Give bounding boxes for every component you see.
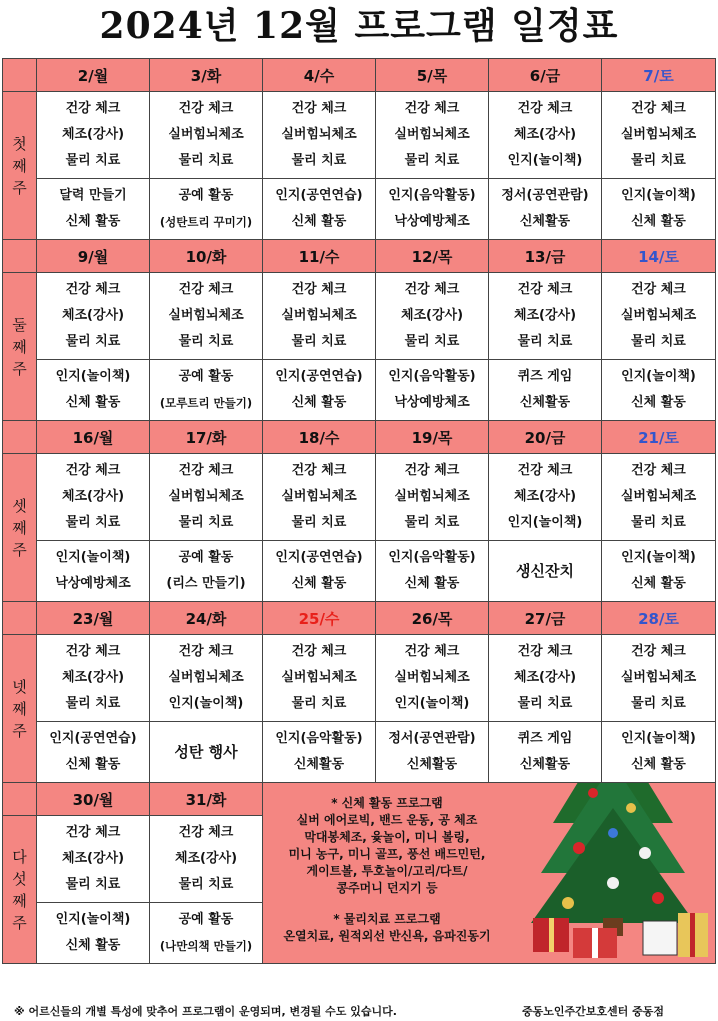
activity-line: 체조(강사) [61,489,125,504]
activity-line: 실버힘뇌체조 [620,489,697,504]
physical-program-line: 실버 에어로빅, 밴드 운동, 공 체조 [296,813,478,827]
morning-activities [150,273,263,360]
week-label-cell [3,816,37,964]
activity-line: 물리 치료 [65,515,121,530]
week-label: 둘째주 [12,315,27,378]
activity-line: 인지(놀이책) [55,912,131,927]
activity-line: 실버힘뇌체조 [394,127,470,142]
afternoon-activities [489,541,602,602]
activity-line: 건강 체크 [291,282,347,297]
footer-center-name: 중동노인주간보호센터 중동점 [522,1005,664,1018]
activity-line: 성탄 행사 [174,743,238,761]
therapy-program-heading: * 물리치료 프로그램 [333,912,441,926]
activity-line: 인지(놀이책) [55,369,131,384]
activity-line: 인지(놀이책) [55,550,131,565]
activity-line: 낙상예방체조 [55,576,131,591]
date-cell: 25/수 [263,602,376,635]
activity-line: 달력 만들기 [59,188,127,203]
activity-line: 체조(강사) [513,127,577,142]
afternoon-activities [376,360,489,421]
morning-row [3,92,716,179]
activity-line: 인지(음악활동) [275,731,363,746]
footer-note: ※ 어르신들의 개별 특성에 맞추어 프로그램이 운영되며, 변경될 수도 있습니다. [14,1005,397,1018]
morning-activities [489,454,602,541]
morning-activities [150,635,263,722]
activity-line: 실버힘뇌체조 [168,127,244,142]
morning-activities [489,635,602,722]
morning-activities [37,454,150,541]
activity-line: 생신잔치 [516,562,574,580]
activity-line: 건강 체크 [517,282,573,297]
activity-line: 건강 체크 [65,644,121,659]
date-cell: 13/금 [489,240,602,273]
activity-line: 건강 체크 [404,463,460,478]
activity-line: 공예 활동 [178,188,234,203]
morning-activities [376,92,489,179]
activity-line: 신체 활동 [631,395,686,410]
activity-line: 건강 체크 [631,463,686,478]
afternoon-activities [37,722,150,783]
activity-line: 실버힘뇌체조 [394,670,470,685]
morning-activities [37,273,150,360]
activity-line: 건강 체크 [65,463,121,478]
activity-line: 낙상예방체조 [394,214,470,229]
activity-line: 신체 활동 [65,395,121,410]
afternoon-activities [150,903,263,964]
activity-line: 인지(놀이책) [621,369,696,384]
date-cell: 18/수 [263,421,376,454]
activity-line: 신체 활동 [631,576,686,591]
activity-line: 신체활동 [519,214,571,229]
date-cell: 21/토 [602,421,716,454]
date-cell: 23/월 [37,602,150,635]
activity-line: 신체 활동 [65,757,121,772]
afternoon-activities [376,541,489,602]
activity-line: 인지(놀이책) [507,515,583,530]
activity-line: 건강 체크 [65,825,121,840]
morning-activities [37,816,150,903]
activity-line: 물리 치료 [178,153,234,168]
activity-line: 신체 활동 [291,395,347,410]
afternoon-activities [602,541,716,602]
physical-program-line: 미니 농구, 미니 골프, 풍선 배드민턴, [288,847,486,861]
afternoon-activities [489,360,602,421]
date-header-row [3,783,716,816]
activity-line: 실버힘뇌체조 [281,670,357,685]
week-label: 첫째주 [12,134,27,197]
activity-line: 물리 치료 [404,515,460,530]
activity-line: 인지(음악활동) [388,550,476,565]
morning-activities [602,454,716,541]
activity-line: 인지(공연연습) [275,188,363,203]
activity-line: 건강 체크 [291,463,347,478]
date-cell: 28/토 [602,602,716,635]
activity-line: 인지(놀이책) [621,731,696,746]
christmas-tree-illustration [513,783,713,964]
date-header-row [3,59,716,92]
date-cell: 5/목 [376,59,489,92]
date-header-row [3,421,716,454]
activity-line: 신체 활동 [631,757,686,772]
morning-row [3,454,716,541]
week-label-cell [3,454,37,602]
activity-line: 실버힘뇌체조 [281,127,357,142]
week-label: 다섯째주 [12,847,27,932]
morning-activities [37,92,150,179]
date-cell: 20/금 [489,421,602,454]
date-cell: 9/월 [37,240,150,273]
activity-line: 건강 체크 [404,101,460,116]
date-header-row [3,240,716,273]
activity-line: 건강 체크 [404,644,460,659]
activity-line: 건강 체크 [631,282,686,297]
activity-line: 실버힘뇌체조 [620,670,697,685]
afternoon-activities [602,722,716,783]
afternoon-activities [150,360,263,421]
activity-line: 물리 치료 [65,696,121,711]
activity-line: 물리 치료 [631,515,686,530]
activity-line: 공예 활동 [178,912,234,927]
activity-line: 퀴즈 게임 [517,731,573,746]
activity-line: 정서(공연관람) [501,188,589,203]
notes-text [267,795,507,945]
date-cell: 11/수 [263,240,376,273]
afternoon-row [3,360,716,421]
activity-line: 신체활동 [519,757,571,772]
activity-line: 신체 활동 [291,576,347,591]
afternoon-activities [37,903,150,964]
activity-line: 건강 체크 [404,282,460,297]
activity-line: 인지(공연연습) [49,731,137,746]
date-cell: 17/화 [150,421,263,454]
morning-activities [602,92,716,179]
corner-cell [3,59,37,92]
activity-line: 건강 체크 [178,825,234,840]
morning-activities [376,635,489,722]
date-cell: 4/수 [263,59,376,92]
corner-cell [3,240,37,273]
activity-line: 인지(놀이책) [621,188,696,203]
activity-line: 체조(강사) [513,670,577,685]
activity-line: 물리 치료 [517,334,573,349]
schedule-table [2,58,716,964]
activity-line: (성탄트리 꾸미기) [159,215,253,229]
activity-line: 건강 체크 [178,101,234,116]
corner-cell [3,602,37,635]
activity-line: 신체활동 [406,757,458,772]
morning-activities [263,92,376,179]
activity-line: 인지(공연연습) [275,550,363,565]
activity-line: 체조(강사) [174,851,238,866]
corner-cell [3,783,37,816]
date-cell: 27/금 [489,602,602,635]
date-cell: 30/월 [37,783,150,816]
afternoon-activities [150,722,263,783]
activity-line: 인지(놀이책) [507,153,583,168]
activity-line: 물리 치료 [178,877,234,892]
week-label-cell [3,273,37,421]
date-cell: 6/금 [489,59,602,92]
activity-line: 물리 치료 [291,153,347,168]
activity-line: 물리 치료 [178,334,234,349]
afternoon-activities [150,179,263,240]
activity-line: 건강 체크 [178,644,234,659]
activity-line: 건강 체크 [517,101,573,116]
activity-line: (모루트리 만들기) [159,396,253,410]
morning-activities [263,273,376,360]
date-cell: 2/월 [37,59,150,92]
activity-line: 물리 치료 [65,153,121,168]
morning-activities [602,635,716,722]
date-cell: 3/화 [150,59,263,92]
activity-line: 실버힘뇌체조 [168,670,244,685]
activity-line: 실버힘뇌체조 [281,489,357,504]
afternoon-activities [263,722,376,783]
activity-line: 물리 치료 [631,153,686,168]
activity-line: 체조(강사) [513,489,577,504]
afternoon-row [3,179,716,240]
morning-activities [489,273,602,360]
activity-line: 건강 체크 [631,101,686,116]
date-cell: 14/토 [602,240,716,273]
date-cell: 10/화 [150,240,263,273]
morning-row [3,635,716,722]
afternoon-activities [37,360,150,421]
week-label-cell [3,92,37,240]
activity-line: 실버힘뇌체조 [168,308,244,323]
week-label: 셋째주 [12,496,27,559]
morning-activities [263,635,376,722]
afternoon-activities [37,179,150,240]
activity-line: 공예 활동 [178,550,234,565]
therapy-program-line: 온열치료, 원적외선 반신욕, 음파진동기 [283,929,491,943]
activity-line: (나만의책 만들기) [159,939,253,953]
morning-activities [37,635,150,722]
afternoon-activities [602,179,716,240]
activity-line: 인지(공연연습) [275,369,363,384]
activity-line: 신체 활동 [65,214,121,229]
activity-line: 공예 활동 [178,369,234,384]
afternoon-activities [263,179,376,240]
activity-line: 인지(놀이책) [394,696,470,711]
activity-line: 인지(음악활동) [388,369,476,384]
activity-line: 물리 치료 [404,334,460,349]
spacer [267,897,507,911]
activity-line: 정서(공연관람) [388,731,476,746]
afternoon-activities [150,541,263,602]
date-cell: 19/목 [376,421,489,454]
afternoon-activities [37,541,150,602]
activity-line: 건강 체크 [65,101,121,116]
afternoon-activities [602,360,716,421]
activity-line: 신체 활동 [631,214,686,229]
activity-line: 신체활동 [519,395,571,410]
morning-activities [263,454,376,541]
activity-line: 체조(강사) [61,127,125,142]
activity-line: 실버힘뇌체조 [620,127,697,142]
activity-line: 건강 체크 [517,463,573,478]
week-label-cell [3,635,37,783]
date-header-row [3,602,716,635]
activity-line: 실버힘뇌체조 [281,308,357,323]
activity-line: 물리 치료 [178,515,234,530]
morning-activities [150,92,263,179]
morning-activities [376,454,489,541]
morning-activities [489,92,602,179]
activity-line: 물리 치료 [65,334,121,349]
afternoon-activities [376,179,489,240]
morning-activities [150,454,263,541]
afternoon-activities [376,722,489,783]
corner-cell [3,421,37,454]
notes-panel [263,783,716,964]
activity-line: 건강 체크 [291,101,347,116]
activity-line: 신체 활동 [291,214,347,229]
activity-line: 물리 치료 [291,515,347,530]
activity-line: 인지(놀이책) [621,550,696,565]
page-title: 2024년 12월 프로그램 일정표 [99,5,619,47]
activity-line: 건강 체크 [65,282,121,297]
activity-line: 신체활동 [293,757,345,772]
physical-program-line: 콩주머니 던지기 등 [336,881,438,895]
activity-line: 인지(놀이책) [168,696,244,711]
activity-line: 물리 치료 [291,696,347,711]
activity-line: 건강 체크 [178,463,234,478]
activity-line: (리스 만들기) [166,576,246,591]
physical-program-line: 막대봉체조, 윷놀이, 미니 볼링, [304,830,470,844]
date-cell: 26/목 [376,602,489,635]
activity-line: 체조(강사) [61,851,125,866]
activity-line: 건강 체크 [517,644,573,659]
activity-line: 물리 치료 [404,153,460,168]
afternoon-activities [263,541,376,602]
activity-line: 물리 치료 [65,877,121,892]
activity-line: 체조(강사) [61,670,125,685]
activity-line: 체조(강사) [61,308,125,323]
activity-line: 물리 치료 [517,696,573,711]
activity-line: 퀴즈 게임 [517,369,573,384]
activity-line: 신체 활동 [65,938,121,953]
afternoon-row [3,722,716,783]
date-cell: 16/월 [37,421,150,454]
activity-line: 신체 활동 [404,576,460,591]
week-label: 넷째주 [12,677,27,740]
activity-line: 건강 체크 [178,282,234,297]
afternoon-activities [489,722,602,783]
afternoon-row [3,541,716,602]
date-cell: 24/화 [150,602,263,635]
morning-activities [602,273,716,360]
activity-line: 건강 체크 [631,644,686,659]
afternoon-activities [489,179,602,240]
afternoon-activities [263,360,376,421]
morning-row [3,273,716,360]
activity-line: 물리 치료 [631,696,686,711]
physical-program-line: 게이트볼, 투호놀이/고리/다트/ [306,864,468,878]
physical-program-heading: * 신체 활동 프로그램 [331,796,443,810]
activity-line: 물리 치료 [291,334,347,349]
activity-line: 체조(강사) [513,308,577,323]
activity-line: 실버힘뇌체조 [394,489,470,504]
date-cell: 31/화 [150,783,263,816]
date-cell: 12/목 [376,240,489,273]
morning-activities [376,273,489,360]
activity-line: 물리 치료 [631,334,686,349]
date-cell: 7/토 [602,59,716,92]
activity-line: 낙상예방체조 [394,395,470,410]
activity-line: 인지(음악활동) [388,188,476,203]
morning-activities [150,816,263,903]
activity-line: 건강 체크 [291,644,347,659]
activity-line: 실버힘뇌체조 [168,489,244,504]
activity-line: 실버힘뇌체조 [620,308,697,323]
activity-line: 체조(강사) [400,308,464,323]
